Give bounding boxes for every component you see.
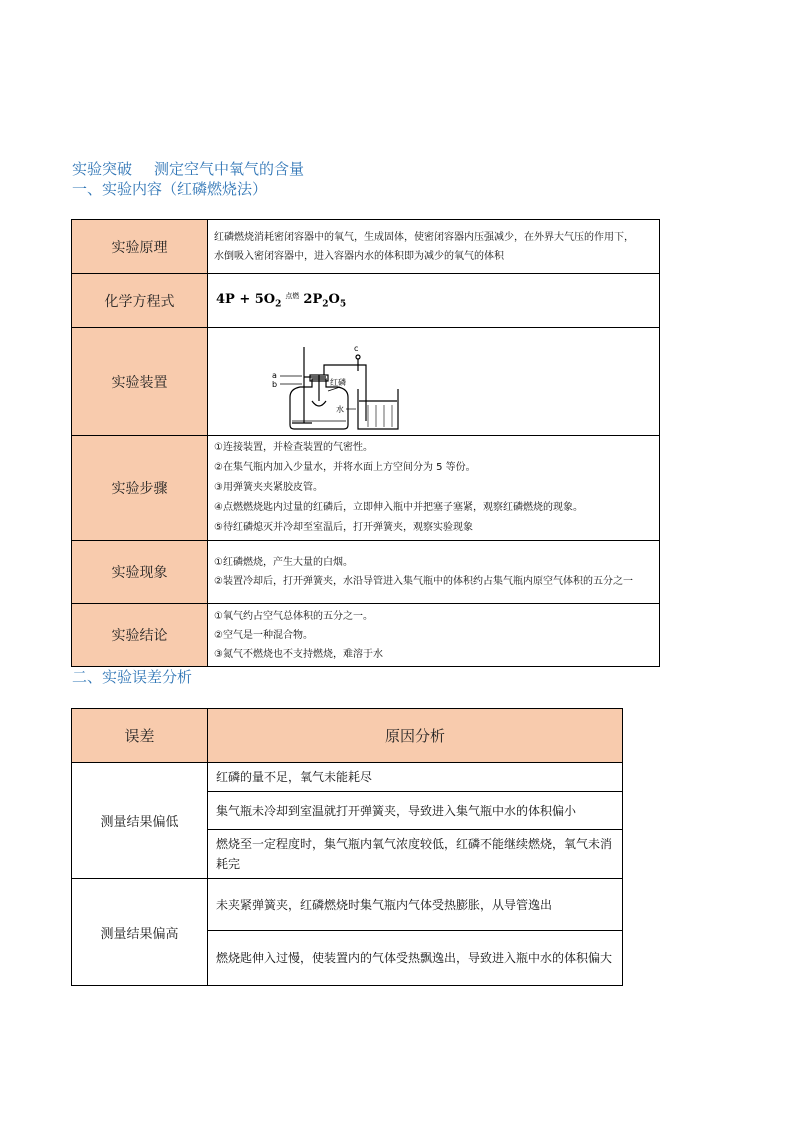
apparatus-tag-red-phosphorus: 红磷 (330, 377, 346, 387)
reason-low-2: 集气瓶未冷却到室温就打开弹簧夹，导致进入集气瓶中水的体积偏小 (208, 792, 623, 830)
steps-content (208, 436, 660, 541)
conclusion-row (72, 604, 660, 667)
step-line-2: ②在集气瓶内加入少量水，并将水面上方空间分为 5 等份。 (214, 462, 476, 473)
section-heading-1: 一、实验内容（红磷燃烧法） (72, 180, 268, 198)
page-title (72, 159, 304, 179)
phenomena-line-2: ②装置冷却后，打开弹簧夹，水沿导管进入集气瓶中的体积约占集气瓶内原空气体积的五分之一 (214, 576, 633, 587)
principle-line-1: 红磷燃烧消耗密闭容器中的氧气，生成固体，使密闭容器内压强减少，在外界大气压的作用下， (214, 231, 634, 243)
steps-label: 实验步骤 (72, 436, 208, 541)
apparatus-tag-water: 水 (336, 404, 344, 414)
equation-condition: 点燃 (285, 291, 300, 300)
apparatus-tag-c: c (354, 343, 359, 353)
step-line-3: ③用弹簧夹夹紧胶皮管。 (214, 482, 323, 493)
equation-rhs-subscript-1: 2 (322, 299, 329, 310)
table-row (72, 879, 623, 931)
reason-low-1: 红磷的量不足，氧气未能耗尽 (208, 763, 623, 792)
step-line-4: ④点燃燃烧匙内过量的红磷后，立即伸入瓶中并把塞子塞紧，观察红磷燃烧的现象。 (214, 502, 583, 513)
header-error: 误差 (72, 709, 208, 763)
reason-low-3: 燃烧至一定程度时，集气瓶内氧气浓度较低，红磷不能继续燃烧，氧气未消耗完 (208, 830, 623, 879)
title-part1: 实验突破 (72, 160, 133, 178)
group-label-high: 测量结果偏高 (72, 879, 208, 986)
step-line-1: ①连接装置，并检查装置的气密性。 (214, 442, 373, 453)
apparatus-label: 实验装置 (72, 328, 208, 436)
apparatus-cell (208, 328, 660, 436)
equation-rhs-subscript-2: 5 (339, 299, 347, 310)
equation-rhs-b: O (328, 291, 340, 307)
equation-rhs-a: 2P (303, 291, 323, 307)
conclusion-line-3: ③氮气不燃烧也不支持燃烧，难溶于水 (214, 648, 383, 660)
principle-content (208, 220, 660, 274)
group-label-low: 测量结果偏低 (72, 763, 208, 879)
apparatus-tag-a: a (272, 370, 277, 380)
conclusion-line-2: ②空气是一种混合物。 (214, 629, 313, 641)
phenomena-line-1: ①红磷燃烧，产生大量的白烟。 (214, 557, 353, 568)
apparatus-diagram (208, 329, 658, 435)
principle-label: 实验原理 (72, 220, 208, 274)
chemical-equation (208, 274, 660, 328)
experiment-content-table (71, 219, 660, 667)
principle-row (72, 220, 660, 274)
error-analysis-table (71, 708, 623, 986)
equation-lhs-subscript: 2 (275, 299, 282, 310)
steps-row (72, 436, 660, 541)
principle-line-2: 水倒吸入密闭容器中，进入容器内水的体积即为减少的氧气的体积 (214, 250, 504, 262)
phenomena-row (72, 541, 660, 604)
step-line-5: ⑤待红磷熄灭并冷却至室温后，打开弹簧夹，观察实验现象 (214, 522, 473, 533)
conclusion-content (208, 604, 660, 667)
equation-lhs: 4P + 5O (216, 291, 276, 307)
equation-row (72, 274, 660, 328)
apparatus-row (72, 328, 660, 436)
table-row (72, 763, 623, 792)
error-table-header (72, 709, 623, 763)
phenomena-content (208, 541, 660, 604)
header-reason: 原因分析 (208, 709, 623, 763)
equation-label: 化学方程式 (72, 274, 208, 328)
conclusion-line-1: ①氧气约占空气总体积的五分之一。 (214, 610, 373, 622)
section-heading-2: 二、实验误差分析 (72, 668, 193, 686)
reason-high-1: 未夹紧弹簧夹，红磷燃烧时集气瓶内气体受热膨胀，从导管逸出 (208, 879, 623, 931)
conclusion-label: 实验结论 (72, 604, 208, 667)
phenomena-label: 实验现象 (72, 541, 208, 604)
apparatus-tag-b: b (272, 379, 278, 389)
reason-high-2: 燃烧匙伸入过慢，使装置内的气体受热飘逸出，导致进入瓶中水的体积偏大 (208, 931, 623, 986)
title-part2: 测定空气中氧气的含量 (154, 160, 305, 178)
